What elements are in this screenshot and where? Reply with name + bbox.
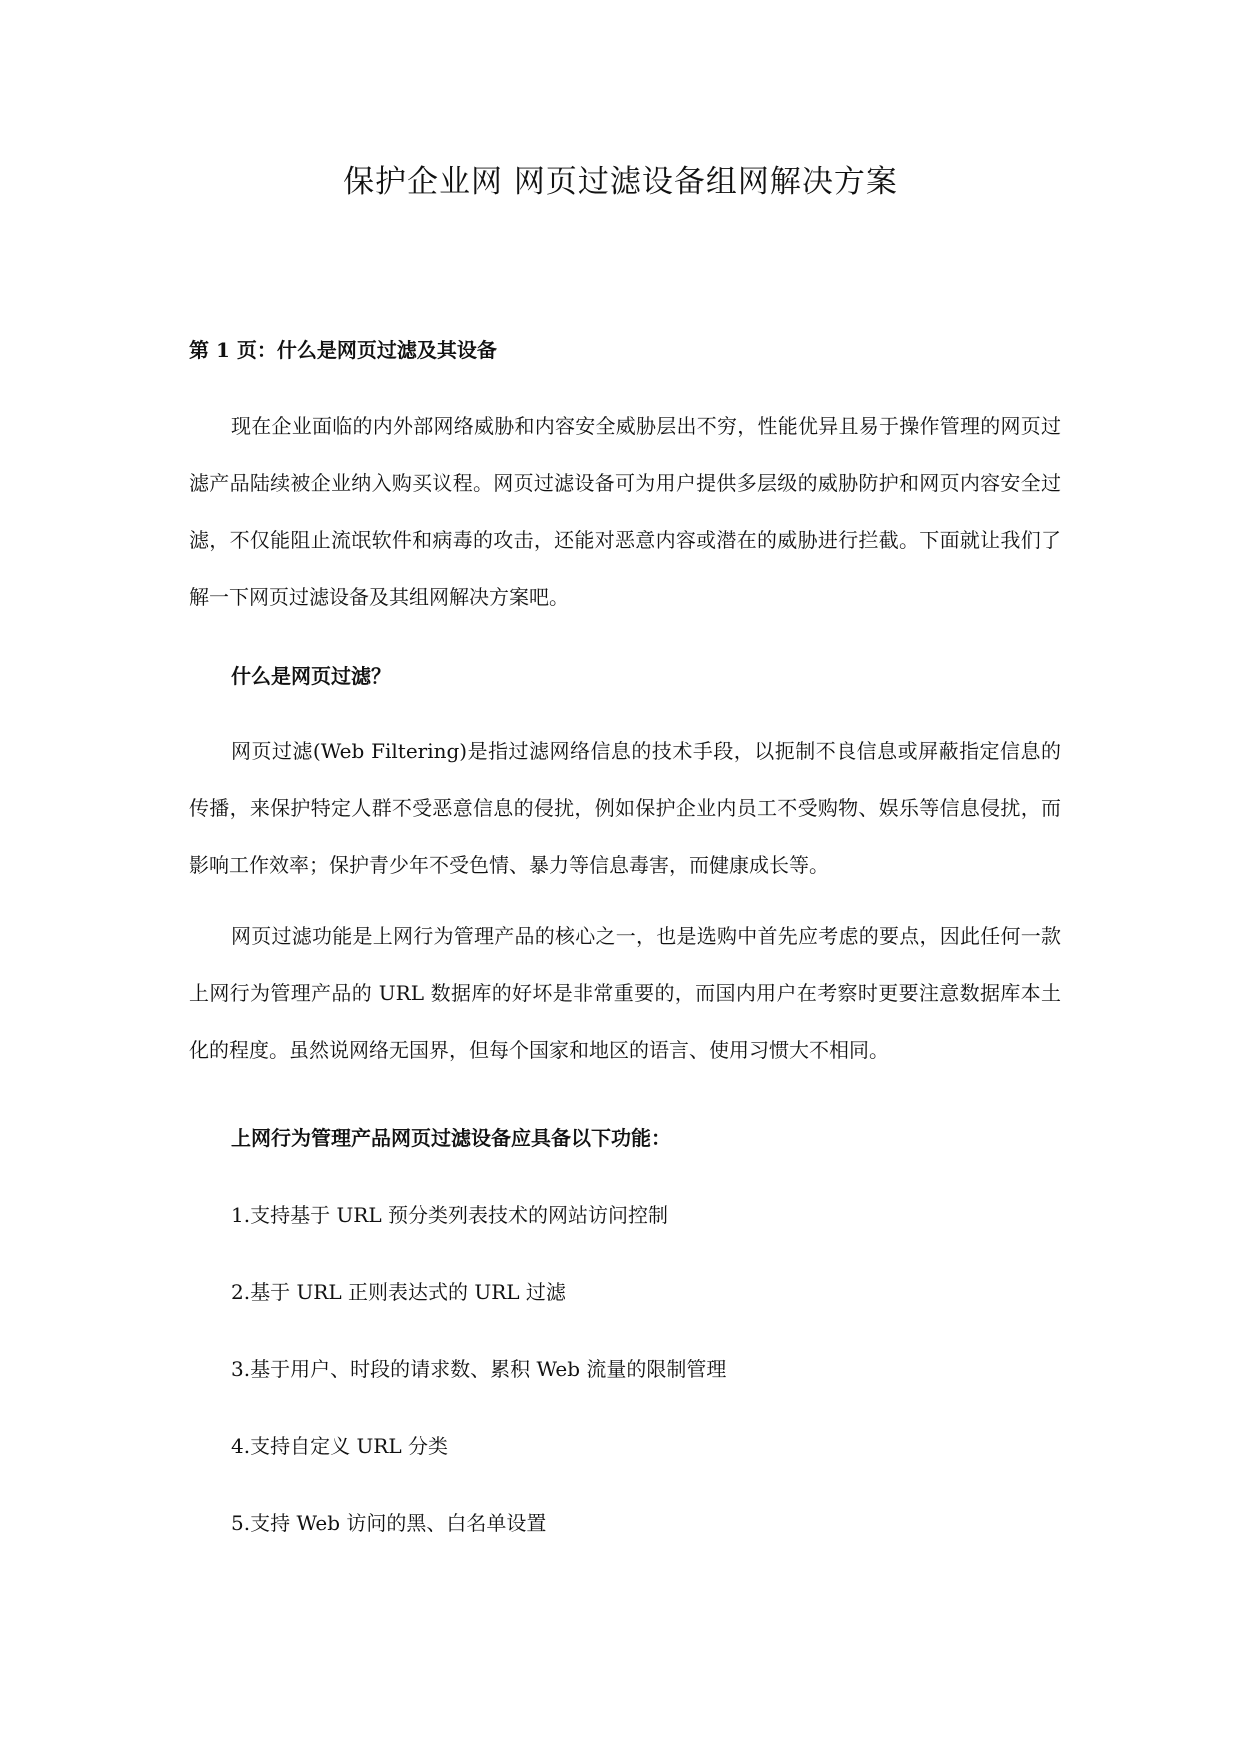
document-title: 保护企业网 网页过滤设备组网解决方案 [343,164,898,200]
subheading-what-is-web-filtering: 什么是网页过滤？ [231,664,391,688]
subheading-functions: 上网行为管理产品网页过滤设备应具备以下功能： [231,1126,671,1150]
definition-paragraph: 网页过滤(Web Filtering)是指过滤网络信息的技术手段，以扼制不良信息或屏蔽指定信息的传播，来保护特定人群不受恶意信息的侵扰，例如保护企业内员工不受购物、娱乐等信息侵扰，而影响工作效率；保护青少年不受色情、暴力等信息毒害，而健康成长等。 [189,739,1061,877]
function-list-item: 3.基于用户、时段的请求数、累积 Web 流量的限制管理 [231,1357,727,1381]
function-list-item: 4.支持自定义 URL 分类 [231,1434,448,1458]
section-heading: 第 1 页：什么是网页过滤及其设备 [189,338,497,362]
function-list-item: 1.支持基于 URL 预分类列表技术的网站访问控制 [231,1203,668,1227]
function-list-item: 2.基于 URL 正则表达式的 URL 过滤 [231,1280,566,1304]
intro-paragraph: 现在企业面临的内外部网络威胁和内容安全威胁层出不穷，性能优异且易于操作管理的网页过滤产品陆续被企业纳入购买议程。网页过滤设备可为用户提供多层级的威胁防护和网页内容安全过滤，不仅能阻止流氓软件和病毒的攻击，还能对恶意内容或潜在的威胁进行拦截。下面就让我们了解一下网页过滤设备及其组网解决方案吧。 [189,414,1061,609]
core-paragraph: 网页过滤功能是上网行为管理产品的核心之一，也是选购中首先应考虑的要点，因此任何一款上网行为管理产品的 URL 数据库的好坏是非常重要的，而国内用户在考察时更要注意数据库本土化的程度。虽然说网络无国界，但每个国家和地区的语言、使用习惯大不相同。 [189,924,1061,1062]
function-list-item: 5.支持 Web 访问的黑、白名单设置 [231,1511,547,1535]
